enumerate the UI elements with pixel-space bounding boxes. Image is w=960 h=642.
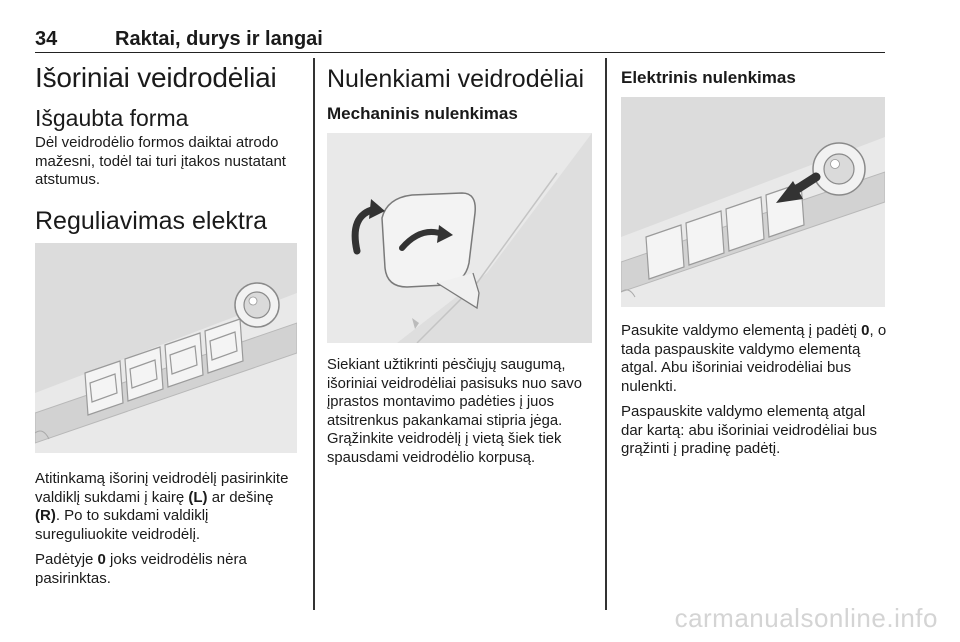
electric-folding-paragraph-2: Paspauskite valdymo elementą atgal dar kartą: abu išoriniai veidrodėliai bus grąžinti į pradinę padėtį. — [621, 403, 877, 457]
manual-folding-paragraph: Siekiant užtikrinti pėsčiųjų saugumą, išoriniai veidrodėliai pasisuks nuo savo įprastos montavimo padėties į juos atsitrenkus pakankamai stipria jėga. Grąžinkite veidrodėlį į vietą šiek tiek spausdami veidrodėlio korpusą. — [327, 357, 582, 466]
electric-adjust-text — [35, 470, 300, 588]
electric-adjust-heading-block — [35, 205, 305, 237]
electric-adjust-paragraph-1: Atitinkamą išorinį veidrodėlį pasirinkite valdiklį sukdami į kairę (L) ar dešinę (R). Po to sukdami valdiklį sureguliuokite veidrodėlį. — [35, 470, 289, 543]
heading-electric-adjust: Reguliavimas elektra — [35, 207, 268, 235]
folding-title-block — [327, 64, 597, 126]
figure-mirror-control — [35, 243, 297, 453]
heading-convex: Išgaubta forma — [35, 105, 189, 131]
column-divider — [313, 58, 315, 610]
convex-section — [35, 104, 305, 190]
chapter-title: Raktai, durys ir langai — [115, 28, 323, 50]
col1-title-block — [35, 60, 305, 96]
figure-manual-fold — [327, 133, 592, 343]
watermark: carmanualsonline.info — [674, 603, 938, 633]
figure-electric-fold — [621, 97, 885, 307]
convex-text: Dėl veidrodėlio formos daiktai atrodo mažesni, todėl tai turi įtakos nustatant atstumus. — [35, 134, 286, 188]
page-number: 34 — [35, 28, 58, 50]
column-divider — [605, 58, 607, 610]
electric-folding-text — [621, 322, 889, 459]
page-header — [35, 22, 885, 53]
electric-adjust-paragraph-2: Padėtyje 0 joks veidrodėlis nėra pasirinktas. — [35, 551, 247, 587]
electric-folding-title-block — [621, 66, 891, 90]
section-title-mirrors: Išoriniai veidrodėliai — [35, 62, 277, 93]
electric-folding-paragraph-1: Pasukite valdymo elementą į padėtį 0, o tada paspauskite valdymo elementą atgal. Abu išoriniai veidrodėliai bus nulenkti. — [621, 322, 887, 395]
heading-manual-folding: Mechaninis nulenkimas — [327, 104, 518, 123]
manual-folding-text — [327, 356, 595, 467]
heading-electric-folding: Elektrinis nulenkimas — [621, 68, 796, 87]
heading-folding-mirrors: Nulenkiami veidrodėliai — [327, 65, 585, 93]
